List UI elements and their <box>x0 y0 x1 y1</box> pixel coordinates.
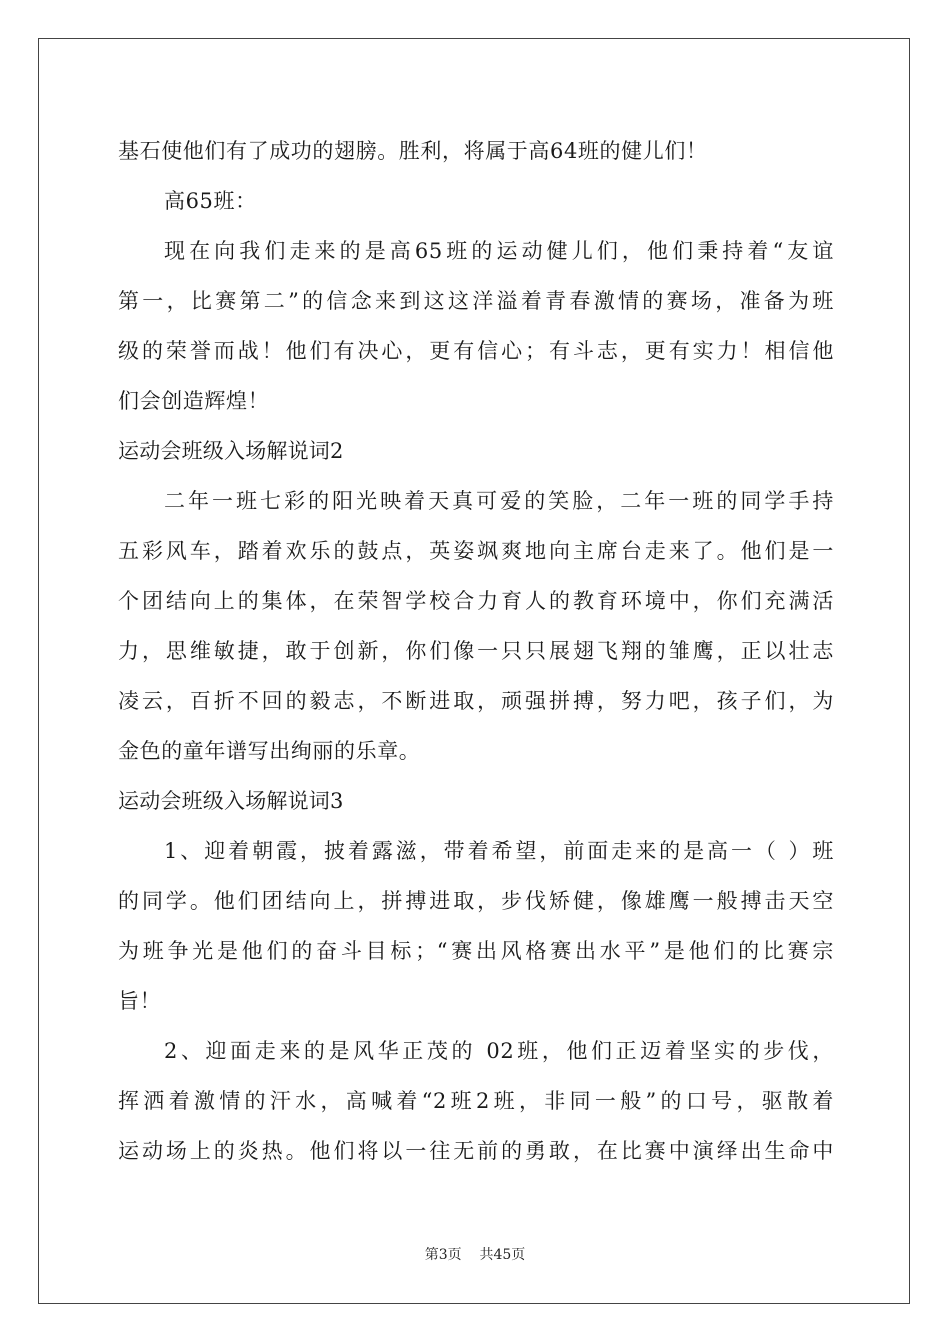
document-body <box>118 126 834 1176</box>
text-line: 现在向我们走来的是高65班的运动健儿们，他们秉持着“友谊 <box>164 239 834 263</box>
text-line: 高65班： <box>164 189 257 213</box>
page-footer: 第3页 共45页 <box>424 1247 526 1263</box>
text-line: 金色的童年谱写出绚丽的乐章。 <box>118 739 421 763</box>
text-line: 挥洒着激情的汗水，高喊着“2班2班，非同一般”的口号，驱散着 <box>118 1089 834 1113</box>
text-line: 凌云，百折不回的毅志，不断进取，顽强拼搏，努力吧，孩子们，为 <box>118 689 834 713</box>
text-line: 五彩风车，踏着欢乐的鼓点，英姿飒爽地向主席台走来了。他们是一 <box>118 539 834 563</box>
text-line: 级的荣誉而战！他们有决心，更有信心；有斗志，更有实力！相信他 <box>118 339 834 363</box>
text-line: 1、迎着朝霞，披着露滋，带着希望，前面走来的是高一（ ）班 <box>164 839 834 863</box>
text-line: 为班争光是他们的奋斗目标；“赛出风格赛出水平”是他们的比赛宗 <box>118 939 834 963</box>
text-line: 二年一班七彩的阳光映着天真可爱的笑脸，二年一班的同学手持 <box>164 489 834 513</box>
text-line: 们会创造辉煌！ <box>118 389 270 413</box>
text-line: 个团结向上的集体，在荣智学校合力育人的教育环境中，你们充满活 <box>118 589 834 613</box>
text-line: 力，思维敏捷，敢于创新，你们像一只只展翅飞翔的雏鹰，正以壮志 <box>118 639 834 663</box>
text-line: 第一，比赛第二”的信念来到这这洋溢着青春激情的赛场，准备为班 <box>118 289 834 313</box>
section-heading: 运动会班级入场解说词3 <box>118 789 344 813</box>
section-heading: 运动会班级入场解说词2 <box>118 439 344 463</box>
text-line: 2、迎面走来的是风华正茂的 02班，他们正迈着坚实的步伐， <box>164 1039 834 1063</box>
text-line: 旨！ <box>118 989 162 1013</box>
text-line: 基石使他们有了成功的翅膀。胜利，将属于高64班的健儿们！ <box>118 139 708 163</box>
text-line: 运动场上的炎热。他们将以一往无前的勇敢，在比赛中演绎出生命中 <box>118 1139 834 1163</box>
text-line: 的同学。他们团结向上，拼搏进取，步伐矫健，像雄鹰一般搏击天空 <box>118 889 834 913</box>
